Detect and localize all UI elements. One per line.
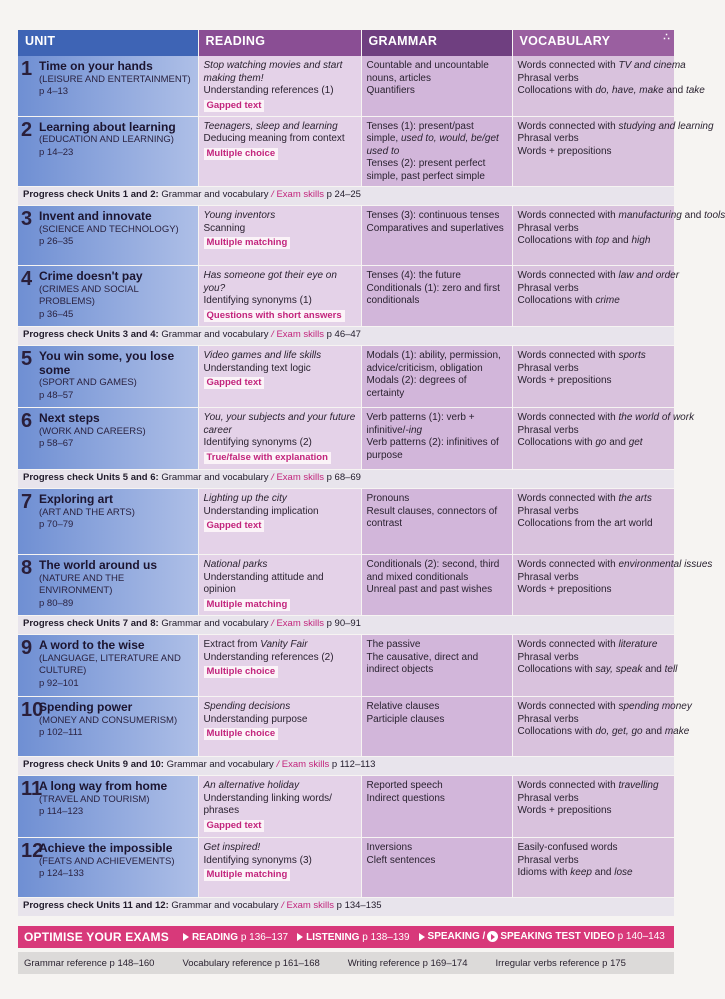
vocabulary-cell <box>512 697 692 757</box>
unit-pages: p 80–89 <box>39 597 74 609</box>
progress-check-gv: Grammar and vocabulary <box>161 472 269 483</box>
reading-skill: Identifying synonyms (1) <box>203 295 312 306</box>
grammar-item: Comparatives and superlatives <box>366 222 504 234</box>
vocabulary-item: Phrasal verbs <box>517 854 579 866</box>
unit-row <box>18 776 674 838</box>
unit-pages: p 58–67 <box>39 438 74 449</box>
grammar-item: The passive <box>366 639 421 650</box>
unit-topic: (TRAVEL AND TOURISM) <box>39 793 150 805</box>
progress-check-cell[interactable] <box>18 757 674 776</box>
unit-cell[interactable] <box>18 266 198 327</box>
vocabulary-item: Words connected with literature <box>517 639 658 650</box>
unit-topic: (WORK AND CAREERS) <box>39 425 146 437</box>
reading-skill: Understanding references (2) <box>203 651 334 663</box>
grammar-cell <box>361 346 512 408</box>
vocabulary-item: Words connected with manufacturing and tools <box>517 210 725 221</box>
reading-skill: Understanding purpose <box>203 713 308 725</box>
reading-skill: Scanning <box>203 222 246 234</box>
progress-check-separator: / <box>271 472 274 483</box>
vocabulary-cell <box>512 116 714 187</box>
references-bar <box>18 952 674 974</box>
grammar-item: Verb patterns (1): verb + infinitive/-ing <box>366 412 475 436</box>
vocabulary-item: Words + prepositions <box>517 584 612 595</box>
contents-body <box>18 56 725 917</box>
progress-check-row <box>18 757 674 776</box>
progress-check-separator: / <box>271 329 274 340</box>
unit-row <box>18 56 674 116</box>
progress-check-separator: / <box>271 618 274 629</box>
unit-row <box>18 838 674 898</box>
vocabulary-item: Words connected with law and order <box>517 270 680 281</box>
unit-topic: (MONEY AND CONSUMERISM) <box>39 714 178 726</box>
grammar-cell <box>361 838 512 898</box>
exam-task-badge: Multiple choice <box>204 728 279 740</box>
reading-skill: Understanding attitude and opinion <box>203 571 324 595</box>
grammar-cell <box>361 408 512 470</box>
vocabulary-item: Collocations with do, get, go and make <box>517 726 690 737</box>
grammar-item: Result clauses, connectors of contrast <box>366 505 498 529</box>
progress-check-pages: p 24–25 <box>326 189 361 200</box>
reading-skill: Identifying synonyms (3) <box>203 854 312 866</box>
progress-check-exam-skills: Exam skills <box>281 759 330 770</box>
vocabulary-item: Phrasal verbs <box>517 571 579 583</box>
grammar-cell <box>361 776 512 838</box>
progress-check-gv: Grammar and vocabulary <box>171 900 279 911</box>
italic-text: keep <box>570 867 592 878</box>
progress-check-gv: Grammar and vocabulary <box>166 759 274 770</box>
progress-check-cell[interactable] <box>18 470 674 489</box>
irregular-verbs-reference[interactable]: Irregular verbs reference p 175 <box>495 957 626 969</box>
reading-cell <box>198 266 361 327</box>
exam-task-badge: Multiple choice <box>204 148 279 160</box>
progress-check-separator: / <box>271 189 274 200</box>
optimise-exams-bar <box>18 926 674 948</box>
unit-topic: (SPORT AND GAMES) <box>39 377 137 388</box>
progress-check-cell[interactable] <box>18 616 674 635</box>
vocabulary-item: Phrasal verbs <box>517 505 579 517</box>
unit-cell[interactable] <box>18 697 198 757</box>
unit-number: 10 <box>21 699 44 721</box>
italic-text: travelling <box>618 780 659 791</box>
unit-topic: (CRIMES AND SOCIAL PROBLEMS) <box>39 283 139 307</box>
italic-text: environmental issues <box>618 559 713 570</box>
reading-skill: Extract from Vanity Fair <box>203 639 308 650</box>
unit-number: 11 <box>21 778 43 800</box>
unit-row <box>18 635 674 697</box>
exam-task-badge: Gapped text <box>204 520 265 532</box>
italic-text: TV and cinema <box>618 60 686 71</box>
unit-cell[interactable] <box>18 116 198 187</box>
writing-reference[interactable]: Writing reference p 169–174 <box>347 957 468 969</box>
exam-task-badge: Multiple matching <box>204 237 291 249</box>
grammar-cell <box>361 266 512 327</box>
unit-pages: p 114–123 <box>39 806 84 817</box>
progress-check-exam-skills: Exam skills <box>276 618 324 629</box>
unit-pages: p 92–101 <box>39 677 79 689</box>
vocabulary-item: Phrasal verbs <box>517 222 579 234</box>
vocabulary-cell <box>512 838 674 898</box>
vocabulary-cell <box>512 266 680 327</box>
vocabulary-item: Phrasal verbs <box>517 72 579 84</box>
unit-cell[interactable] <box>18 838 198 898</box>
grammar-item: The causative, direct and indirect objects <box>366 651 479 675</box>
unit-cell[interactable] <box>18 489 198 555</box>
progress-check-separator: / <box>281 900 284 911</box>
unit-title: Next steps <box>39 411 100 425</box>
progress-check-label: Progress check Units 11 and 12: <box>23 900 169 911</box>
unit-number: 1 <box>21 58 33 80</box>
grammar-item: Quantifiers <box>366 85 415 96</box>
grammar-item: Pronouns <box>366 493 410 504</box>
progress-check-cell[interactable] <box>18 898 674 917</box>
vocabulary-item: Words connected with TV and cinema <box>517 60 686 71</box>
unit-topic: (ART AND THE ARTS) <box>39 506 135 518</box>
progress-check-pages: p 112–113 <box>331 759 376 770</box>
progress-check-gv: Grammar and vocabulary <box>161 618 269 629</box>
vocabulary-cell <box>512 776 674 838</box>
contents-page <box>18 30 725 917</box>
reading-skill: Identifying synonyms (2) <box>203 437 312 448</box>
vocabulary-item: Collocations with say, speak and tell <box>517 664 678 675</box>
italic-text: go <box>595 437 607 448</box>
unit-row <box>18 555 674 616</box>
italic-text: the arts <box>618 493 652 504</box>
progress-check-label: Progress check Units 9 and 10: <box>23 759 164 770</box>
unit-row <box>18 266 674 327</box>
vocabulary-item: Phrasal verbs <box>517 792 579 804</box>
unit-title: The world around us <box>39 558 158 572</box>
exam-task-badge: Gapped text <box>204 100 265 112</box>
unit-pages: p 36–45 <box>39 308 74 320</box>
italic-text: -ing <box>405 424 423 436</box>
grammar-item: Countable and uncountable nouns, articles <box>366 60 489 84</box>
unit-row <box>18 206 674 266</box>
vocabulary-item: Words + prepositions <box>517 145 612 157</box>
header-reading: READING <box>198 30 361 56</box>
progress-check-pages: p 90–91 <box>326 618 361 629</box>
unit-row <box>18 697 674 757</box>
reading-skill: Deducing meaning from context <box>203 133 345 144</box>
italic-text: used to, would, be/get used to <box>366 133 499 157</box>
reading-skill: Understanding text logic <box>203 362 311 374</box>
reading-skill: Understanding references (1) <box>203 85 334 96</box>
unit-pages: p 124–133 <box>39 868 84 879</box>
unit-title: You win some, you lose some <box>39 349 175 377</box>
header-grammar: GRAMMAR <box>361 30 512 56</box>
grammar-item: Tenses (4): the future <box>366 270 461 281</box>
unit-title: Time on your hands <box>39 59 153 73</box>
italic-text: studying and learning <box>618 120 714 132</box>
header-vocabulary: VOCABULARY ∴ <box>512 30 674 56</box>
vocabulary-cell <box>512 346 674 408</box>
unit-row <box>18 408 674 470</box>
progress-check-separator: / <box>276 759 280 770</box>
italic-text: sports <box>618 350 646 361</box>
grammar-item: Cleft sentences <box>366 854 436 866</box>
italic-text: Vanity Fair <box>260 639 308 650</box>
unit-cell[interactable] <box>18 635 198 697</box>
reading-text-title: Young inventors <box>203 210 276 221</box>
unit-topic: (EDUCATION AND LEARNING) <box>39 134 174 145</box>
unit-title: Achieve the impossible <box>39 841 173 855</box>
unit-pages: p 48–57 <box>39 389 74 401</box>
vocabulary-item: Words connected with spending money <box>517 701 692 712</box>
vocabulary-item: Words connected with environmental issues <box>517 559 713 570</box>
vocabulary-item: Words connected with travelling <box>517 780 659 791</box>
reading-text-title: Has someone got their eye on you? <box>203 270 337 294</box>
unit-number: 8 <box>21 557 33 579</box>
unit-title: Invent and innovate <box>39 209 152 223</box>
vocabulary-item: Phrasal verbs <box>517 362 579 374</box>
reading-cell <box>198 56 361 116</box>
progress-check-row <box>18 616 674 635</box>
grammar-item: Modals (2): degrees of certainty <box>366 375 467 399</box>
vocabulary-item: Phrasal verbs <box>517 133 579 144</box>
unit-pages: p 102–111 <box>39 727 83 738</box>
progress-check-label: Progress check Units 5 and 6: <box>23 472 159 483</box>
grammar-reference[interactable]: Grammar reference p 148–160 <box>24 957 155 969</box>
italic-text: lose <box>614 867 633 878</box>
grammar-item: Conditionals (1): zero and first conditionals <box>366 282 500 306</box>
optimise-title: OPTIMISE YOUR EXAMS <box>24 930 169 944</box>
italic-text: do, get, go <box>595 726 643 737</box>
progress-check-gv: Grammar and vocabulary <box>161 329 269 340</box>
progress-check-cell[interactable] <box>18 327 674 346</box>
reading-skill: Understanding implication <box>203 505 319 517</box>
unit-number: 4 <box>21 268 33 290</box>
unit-topic: (SCIENCE AND TECHNOLOGY) <box>39 223 179 235</box>
progress-check-label: Progress check Units 1 and 2: <box>23 189 159 200</box>
grammar-item: Tenses (1): present/past simple, used to, would, be/get used to <box>366 120 499 157</box>
arrow-icon <box>297 933 303 941</box>
header-row <box>18 30 674 56</box>
optimise-reading-link[interactable]: READING p 136–137 <box>183 932 288 943</box>
unit-number: 3 <box>21 208 33 230</box>
progress-check-row <box>18 327 674 346</box>
reading-cell <box>198 838 361 898</box>
unit-row <box>18 116 674 187</box>
unit-cell[interactable] <box>18 776 198 838</box>
italic-text: literature <box>618 639 658 650</box>
corner-mark-icon: ∴ <box>663 32 670 43</box>
italic-text: top <box>595 235 610 246</box>
reading-text-title: Get inspired! <box>203 842 261 853</box>
vocabulary-item: Collocations with top and high <box>517 235 651 246</box>
unit-number: 2 <box>21 118 33 141</box>
progress-check-exam-skills: Exam skills <box>276 472 324 483</box>
unit-row <box>18 489 674 555</box>
header-unit: UNIT <box>18 30 198 56</box>
reading-text-title: Teenagers, sleep and learning <box>203 120 338 132</box>
vocabulary-item: Idioms with keep and lose <box>517 867 633 878</box>
italic-text: manufacturing <box>618 210 682 221</box>
unit-title: A word to the wise <box>39 638 145 652</box>
grammar-item: Reported speech <box>366 780 443 791</box>
unit-number: 9 <box>21 637 33 659</box>
italic-text: crime <box>595 295 620 306</box>
unit-title: Crime doesn't pay <box>39 269 143 283</box>
exam-task-badge: Multiple choice <box>204 666 279 678</box>
arrow-icon <box>419 933 425 941</box>
unit-cell[interactable] <box>18 408 198 470</box>
exam-task-badge: Multiple matching <box>204 599 291 611</box>
reading-text-title: Video games and life skills <box>203 350 322 361</box>
grammar-item: Conditionals (2): second, third and mixed conditionals <box>366 559 500 583</box>
vocabulary-item: Words connected with studying and learning <box>517 120 714 132</box>
unit-number: 7 <box>21 491 33 513</box>
unit-number: 12 <box>21 840 44 862</box>
unit-topic: (FEATS AND ACHIEVEMENTS) <box>39 855 175 867</box>
grammar-item: Indirect questions <box>366 792 445 804</box>
progress-check-label: Progress check Units 3 and 4: <box>23 329 159 340</box>
unit-number: 6 <box>21 410 33 432</box>
exam-task-badge: Gapped text <box>204 820 265 832</box>
progress-check-pages: p 68–69 <box>326 472 361 483</box>
progress-check-exam-skills: Exam skills <box>286 900 334 911</box>
vocabulary-item: Words + prepositions <box>517 805 612 816</box>
reading-text-title: Lighting up the city <box>203 493 287 504</box>
vocabulary-cell <box>512 56 705 116</box>
progress-check-gv: Grammar and vocabulary <box>161 189 269 200</box>
vocabulary-item: Phrasal verbs <box>517 282 579 294</box>
vocabulary-item: Phrasal verbs <box>517 424 579 436</box>
vocabulary-item: Words connected with the arts <box>517 493 652 504</box>
contents-table <box>18 30 725 917</box>
grammar-item: Tenses (2): present perfect simple, past perfect simple <box>366 158 486 182</box>
vocabulary-item: Phrasal verbs <box>517 713 579 725</box>
vocabulary-item: Phrasal verbs <box>517 651 579 663</box>
exam-task-badge: Questions with short answers <box>204 310 345 322</box>
vocabulary-item: Words + prepositions <box>517 375 612 386</box>
reading-text-title: Stop watching movies and start making them! <box>203 60 343 84</box>
vocabulary-item: Collocations with crime <box>517 295 620 306</box>
reading-cell <box>198 555 361 616</box>
unit-pages: p 4–13 <box>39 86 69 97</box>
italic-text: tools <box>704 210 725 221</box>
vocabulary-item: Words connected with the world of work <box>517 412 695 423</box>
unit-pages: p 70–79 <box>39 519 74 530</box>
unit-cell[interactable] <box>18 555 198 616</box>
optimise-speaking-link[interactable]: SPEAKING / SPEAKING TEST VIDEO p 140–143 <box>419 931 665 942</box>
italic-text: make <box>664 726 690 737</box>
grammar-item: Participle clauses <box>366 713 445 725</box>
unit-title: A long way from home <box>39 779 168 793</box>
grammar-cell <box>361 555 512 616</box>
grammar-item: Unreal past and past wishes <box>366 584 493 595</box>
unit-pages: p 26–35 <box>39 236 74 247</box>
reading-cell <box>198 116 361 187</box>
reading-cell <box>198 776 361 838</box>
unit-title: Spending power <box>39 700 133 714</box>
italic-text: spending money <box>618 701 692 712</box>
reading-text-title: You, your subjects and your future career <box>203 412 356 436</box>
italic-text: say, speak <box>595 664 643 675</box>
progress-check-row <box>18 470 674 489</box>
grammar-cell <box>361 56 512 116</box>
grammar-cell <box>361 206 512 266</box>
exam-task-badge: Multiple matching <box>204 869 291 881</box>
unit-pages: p 14–23 <box>39 146 74 158</box>
grammar-item: Relative clauses <box>366 701 440 712</box>
unit-topic: (NATURE AND THE ENVIRONMENT) <box>39 572 125 596</box>
unit-topic: (LEISURE AND ENTERTAINMENT) <box>39 73 191 85</box>
vocabulary-cell <box>512 489 674 555</box>
progress-check-exam-skills: Exam skills <box>276 189 324 200</box>
unit-title: Learning about learning <box>39 119 176 134</box>
italic-text: the world of work <box>618 412 695 423</box>
progress-check-pages: p 134–135 <box>336 900 382 911</box>
vocabulary-cell <box>512 206 725 266</box>
vocabulary-item: Words connected with sports <box>517 350 646 361</box>
reading-cell <box>198 489 361 555</box>
italic-text: take <box>685 85 705 96</box>
arrow-icon <box>183 933 189 941</box>
reading-text-title: National parks <box>203 559 268 570</box>
grammar-cell <box>361 635 512 697</box>
progress-check-row <box>18 187 674 206</box>
grammar-cell <box>361 489 512 555</box>
unit-topic: (LANGUAGE, LITERATURE AND CULTURE) <box>39 652 181 676</box>
vocabulary-item: Collocations with go and get <box>517 437 643 448</box>
vocabulary-item: Easily-confused words <box>517 842 618 853</box>
vocabulary-cell <box>512 555 713 616</box>
reading-skill: Understanding linking words/ phrases <box>203 792 332 816</box>
unit-cell[interactable] <box>18 56 198 116</box>
reading-cell <box>198 635 361 697</box>
progress-check-exam-skills: Exam skills <box>276 329 324 340</box>
italic-text: tell <box>664 664 678 675</box>
grammar-item: Modals (1): ability, permission, advice/criticism, obligation <box>366 350 501 374</box>
unit-title: Exploring art <box>39 492 114 506</box>
italic-text: get <box>628 437 643 448</box>
grammar-item: Verb patterns (2): infinitives of purpose <box>366 437 499 461</box>
unit-number: 5 <box>21 348 33 370</box>
reading-text-title: Spending decisions <box>203 701 291 712</box>
exam-task-badge: True/false with explanation <box>204 452 331 464</box>
progress-check-label: Progress check Units 7 and 8: <box>23 618 159 629</box>
italic-text: law and order <box>618 270 680 281</box>
reading-cell <box>198 408 361 470</box>
italic-text: high <box>631 235 651 246</box>
grammar-cell <box>361 116 512 187</box>
progress-check-row <box>18 898 674 917</box>
reading-cell <box>198 697 361 757</box>
grammar-item: Inversions <box>366 842 413 853</box>
progress-check-pages: p 46–47 <box>326 329 361 340</box>
vocabulary-cell <box>512 408 695 470</box>
unit-cell[interactable] <box>18 206 198 266</box>
vocabulary-item: Collocations from the art world <box>517 518 653 529</box>
reading-cell <box>198 206 361 266</box>
progress-check-cell[interactable] <box>18 187 674 206</box>
exam-task-badge: Gapped text <box>204 377 265 389</box>
grammar-cell <box>361 697 512 757</box>
unit-cell[interactable] <box>18 346 198 408</box>
play-video-icon <box>487 931 498 942</box>
vocabulary-item: Collocations with do, have, make and take <box>517 85 705 96</box>
vocabulary-reference[interactable]: Vocabulary reference p 161–168 <box>182 957 320 969</box>
reading-cell <box>198 346 361 408</box>
italic-text: do, have, make <box>595 85 664 96</box>
unit-row <box>18 346 674 408</box>
reading-text-title: An alternative holiday <box>203 780 300 791</box>
vocabulary-cell <box>512 635 678 697</box>
grammar-item: Tenses (3): continuous tenses <box>366 210 500 221</box>
optimise-listening-link[interactable]: LISTENING p 138–139 <box>297 932 409 943</box>
